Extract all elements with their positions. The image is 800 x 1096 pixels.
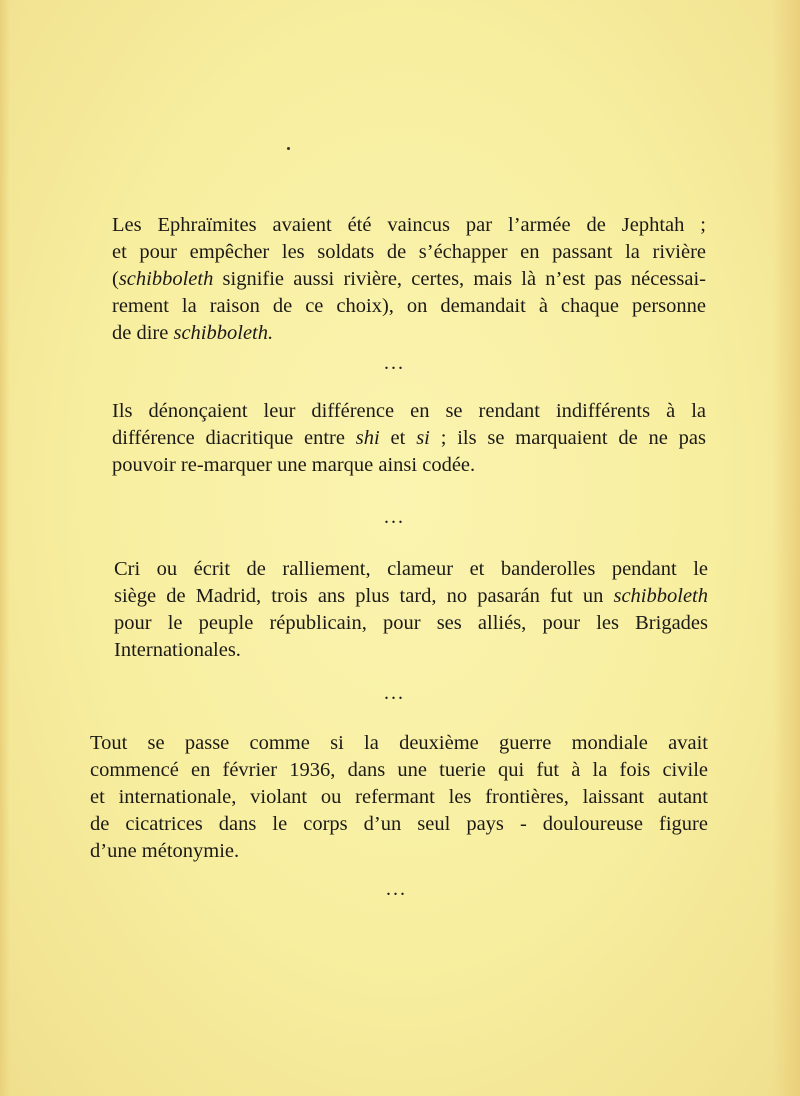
page-edge-left [0,0,10,1096]
text-line: Internationales. [114,639,241,661]
paragraph-madrid [114,556,708,664]
text-line: pour le peuple républicain, pour ses alliés, pour les Brigades [114,612,708,634]
separator-ellipsis: ... [384,352,405,374]
separator-ellipsis: ... [384,506,405,528]
text-line: (schibboleth signifie aussi rivière, certes, mais là n’est pas nécessai- [112,268,706,290]
text-line: rement la raison de ce choix), on demandait à chaque personne [112,295,706,317]
text-line: différence diacritique entre shi et si ; ils se marquaient de ne pas [112,427,707,449]
separator-ellipsis: ... [386,878,407,900]
italic-term: schibboleth. [173,322,274,344]
separator-ellipsis: ... [384,682,405,704]
italic-term: si [416,427,430,449]
italic-term: shi [355,427,380,449]
italic-term: schibboleth [613,585,708,607]
text-line: Les Ephraïmites avaient été vaincus par l’armée de Jephtah ; [112,214,706,236]
text-line: d’une métonymie. [90,840,240,862]
text-line: Cri ou écrit de ralliement, clameur et banderolles pendant le [114,558,708,580]
paragraph-ephraimites [112,212,706,347]
italic-term: schibboleth [118,268,214,290]
text-line: commencé en février 1936, dans une tuerie qui fut à la fois civile [90,759,708,781]
text-line: de cicatrices dans le corps d’un seul pays - douloureuse figure [90,813,708,835]
text-line: Tout se passe comme si la deuxième guerre mondiale avait [90,732,708,754]
paragraph-difference [112,398,706,479]
paragraph-guerre [90,730,708,865]
ink-speck [287,147,290,150]
text-line: Ils dénonçaient leur différence en se rendant indifférents à la [112,400,706,422]
text-line: et internationale, violant ou refermant les frontières, laissant autant [90,786,708,808]
text-line: de dire schibboleth. [112,322,274,344]
page-edge-right [772,0,800,1096]
text-line: pouvoir re-marquer une marque ainsi codée. [112,454,476,476]
text-line: et pour empêcher les soldats de s’échapper en passant la rivière [112,241,706,263]
text-line: siège de Madrid, trois ans plus tard, no pasarán fut un schibboleth [114,585,708,607]
